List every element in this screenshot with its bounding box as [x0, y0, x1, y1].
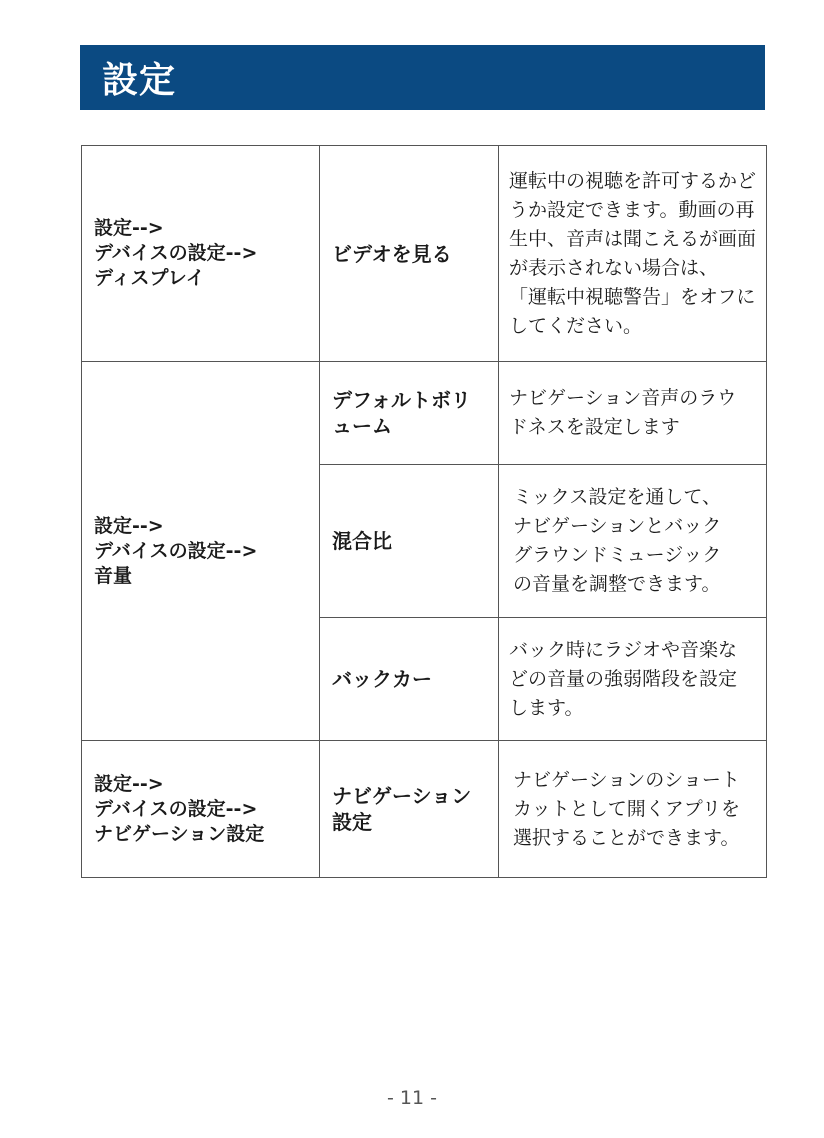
- feature-name: バックカー: [332, 667, 432, 691]
- description-line: の音量を調整できます。: [513, 573, 721, 595]
- feature-name-cell: [320, 465, 499, 618]
- settings-path-cell: [82, 362, 320, 741]
- description-line: 選択することができます。: [513, 826, 740, 849]
- description-cell: [499, 146, 767, 362]
- feature-name: 混合比: [332, 529, 392, 553]
- page-number: - 11 -: [387, 1087, 437, 1109]
- description-line: ナビゲーションのショート: [513, 768, 740, 791]
- description-line: 「運転中視聴警告」をオフに: [509, 285, 756, 308]
- description-line: ドネスを設定します: [509, 416, 680, 438]
- description-line: バック時にラジオや音楽な: [509, 638, 738, 661]
- feature-name-line: 設定: [332, 810, 372, 834]
- description-line: カットとして開くアプリを: [513, 797, 741, 820]
- path-line: 音量: [94, 564, 133, 587]
- description-line: ナビゲーション音声のラウ: [509, 387, 737, 409]
- path-line: ナビゲーション設定: [94, 822, 265, 845]
- path-line: ディスプレイ: [94, 267, 205, 289]
- description-cell: [499, 465, 767, 618]
- settings-table: [81, 145, 767, 878]
- description-line: どの音量の強弱階段を設定: [509, 667, 738, 690]
- description-cell: [499, 618, 767, 741]
- path-line: デバイスの設定-->: [94, 242, 258, 264]
- path-line: 設定-->: [94, 772, 164, 795]
- table-row: [82, 146, 767, 362]
- feature-name-cell: [320, 362, 499, 465]
- description-line: うか設定できます。動画の再: [509, 198, 755, 221]
- feature-name-cell: [320, 741, 499, 878]
- description-cell: [499, 741, 767, 878]
- description-line: ミックス設定を通して、: [513, 486, 722, 508]
- description-line: が表示されない場合は、: [509, 256, 719, 279]
- feature-name-line: ナビゲーション: [332, 784, 472, 808]
- path-line: 設定-->: [94, 217, 164, 239]
- table-row: [82, 741, 767, 878]
- description-line: してください。: [509, 314, 643, 337]
- settings-path-cell: [82, 741, 320, 878]
- section-header: [80, 45, 765, 110]
- description-line: します。: [509, 696, 584, 719]
- section-title: 設定: [102, 60, 177, 101]
- settings-path-cell: [82, 146, 320, 362]
- feature-name-cell: [320, 618, 499, 741]
- description-line: 運転中の視聴を許可するかど: [509, 169, 757, 192]
- table-row: [82, 362, 767, 465]
- feature-name-line: ューム: [332, 414, 392, 438]
- description-line: グラウンドミュージック: [513, 544, 722, 566]
- description-line: 生中、音声は聞こえるが画面: [509, 227, 757, 250]
- feature-name-cell: [320, 146, 499, 362]
- path-line: デバイスの設定-->: [94, 539, 258, 562]
- path-line: デバイスの設定-->: [94, 797, 258, 820]
- description-cell: [499, 362, 767, 465]
- feature-name: ビデオを見る: [332, 241, 452, 266]
- feature-name-line: デフォルトボリ: [332, 388, 471, 412]
- path-line: 設定-->: [94, 514, 164, 537]
- description-line: ナビゲーションとバック: [513, 515, 722, 537]
